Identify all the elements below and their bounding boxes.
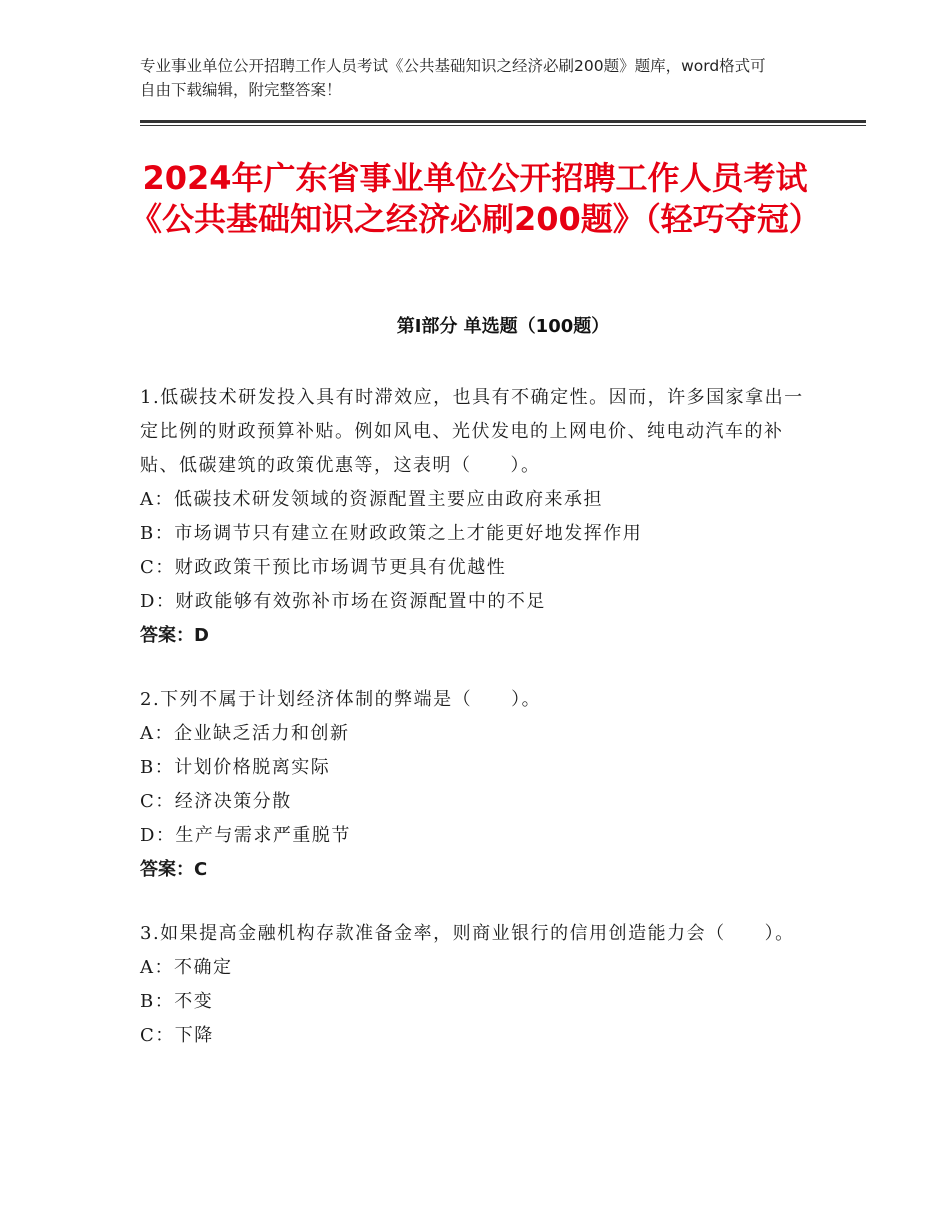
- option-b: B：不变: [140, 991, 214, 1012]
- question-stem: 1.低碳技术研发投入具有时滞效应，也具有不确定性。因而，许多国家拿出一定比例的财政预算补贴。例如风电、光伏发电的上网电价、纯电动汽车的补贴、低碳建筑的政策优惠等，这表明（ ）。: [140, 387, 804, 476]
- question-stem: 2.下列不属于计划经济体制的弊端是（ ）。: [140, 689, 542, 710]
- option-b: B：市场调节只有建立在财政政策之上才能更好地发挥作用: [140, 523, 643, 544]
- section-title: 第Ⅰ部分 单选题（100题）: [396, 316, 610, 337]
- document-title: 2024年广东省事业单位公开招聘工作人员考试《公共基础知识之经济必刷200题》（轻巧夺冠）: [130, 159, 821, 238]
- header-note: 专业事业单位公开招聘工作人员考试《公共基础知识之经济必刷200题》题库，word格式可自由下载编辑，附完整答案！: [140, 57, 766, 99]
- option-a: A：企业缺乏活力和创新: [140, 723, 350, 744]
- option-c: C：经济决策分散: [140, 791, 292, 812]
- option-d: D：生产与需求严重脱节: [140, 825, 351, 846]
- answer: 答案：C: [140, 859, 208, 880]
- option-a: A：低碳技术研发领域的资源配置主要应由政府来承担: [140, 489, 603, 510]
- option-d: D：财政能够有效弥补市场在资源配置中的不足: [140, 591, 546, 612]
- header-divider: [140, 120, 866, 126]
- option-c: C：下降: [140, 1025, 214, 1046]
- question-list: [140, 381, 810, 1083]
- question-2: [140, 683, 810, 887]
- question-1: [140, 381, 810, 653]
- question-3: [140, 917, 810, 1053]
- question-stem: 3.如果提高金融机构存款准备金率，则商业银行的信用创造能力会（ ）。: [140, 923, 795, 944]
- option-b: B：计划价格脱离实际: [140, 757, 331, 778]
- option-c: C：财政政策干预比市场调节更具有优越性: [140, 557, 507, 578]
- answer: 答案：D: [140, 625, 209, 646]
- option-a: A：不确定: [140, 957, 233, 978]
